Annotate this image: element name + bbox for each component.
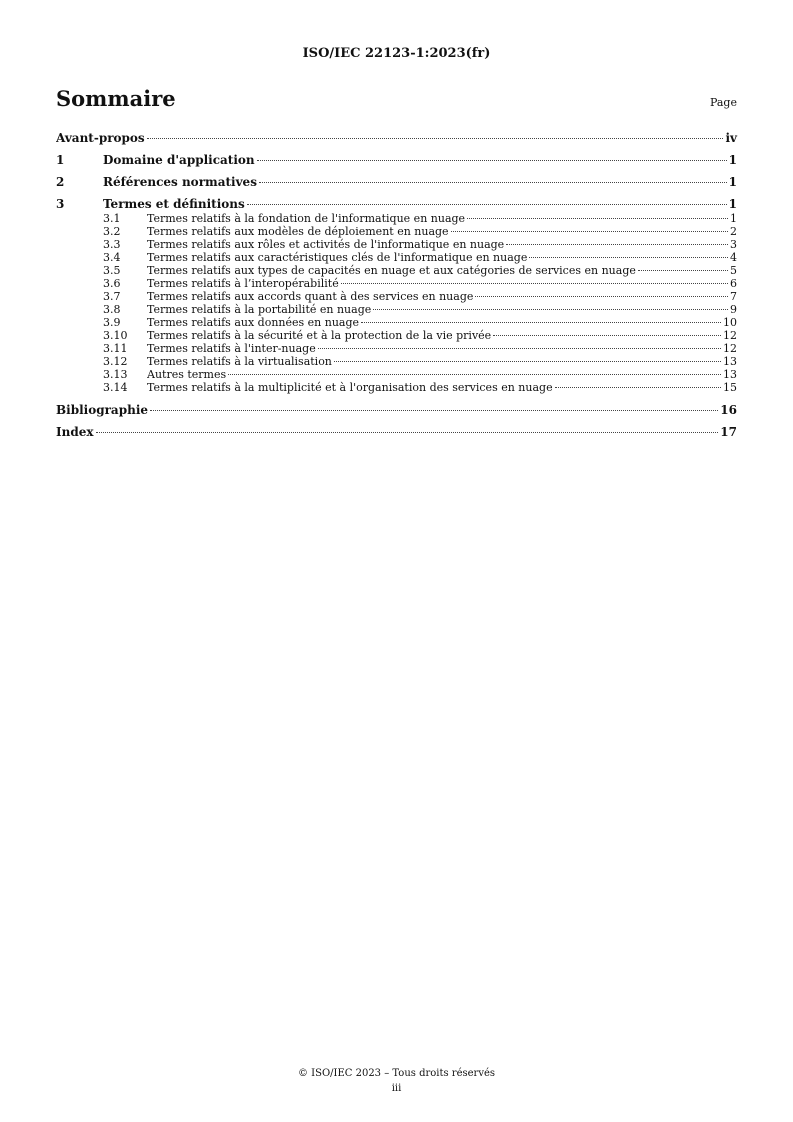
- toc-entry-bibliographie[interactable]: [56, 403, 737, 418]
- toc-number: 3.7: [103, 290, 121, 303]
- toc-page-number: iv: [725, 131, 737, 145]
- toc-number: 2: [56, 175, 65, 189]
- toc-label: Bibliographie: [56, 403, 149, 417]
- toc-number: 3.14: [103, 381, 128, 394]
- toc-label: Termes relatifs à la sécurité et à la protection de la vie privée: [147, 329, 492, 342]
- page-footer: [0, 1066, 793, 1096]
- toc-page-number: 12: [723, 342, 737, 355]
- toc-page-number: 3: [730, 238, 737, 251]
- toc-page-number: 10: [723, 316, 737, 329]
- toc-entry-1[interactable]: [56, 153, 737, 168]
- toc-page-number: 6: [730, 277, 737, 290]
- toc-entry-3[interactable]: [56, 197, 737, 212]
- toc-page-number: 17: [720, 425, 737, 439]
- toc-leader-dots: [150, 410, 718, 411]
- toc-leader-dots: [259, 182, 727, 183]
- toc-entry-3-6[interactable]: [56, 277, 737, 290]
- toc-leader-dots: [334, 361, 721, 362]
- toc-page-number: 2: [730, 225, 737, 238]
- toc-number: 3.3: [103, 238, 121, 251]
- toc-label: Avant-propos: [56, 131, 145, 145]
- toc-label: Termes relatifs aux rôles et activités de l'informatique en nuage: [147, 238, 505, 251]
- toc-label: Termes relatifs aux caractéristiques clés de l'informatique en nuage: [147, 251, 528, 264]
- toc-number: 3.11: [103, 342, 128, 355]
- toc-page-number: 16: [720, 403, 737, 417]
- toc-page-number: 4: [730, 251, 737, 264]
- toc-entry-3-11[interactable]: [56, 342, 737, 355]
- toc-entry-avant-propos[interactable]: [56, 131, 737, 146]
- toc-leader-dots: [467, 218, 728, 219]
- toc-entry-3-10[interactable]: [56, 329, 737, 342]
- toc-number: 3.6: [103, 277, 121, 290]
- page-number: iii: [391, 1083, 402, 1094]
- toc-number: 3: [56, 197, 65, 211]
- toc-entry-3-8[interactable]: [56, 303, 737, 316]
- toc-label: Termes relatifs à la multiplicité et à l'organisation des services en nuage: [147, 381, 553, 394]
- toc-entry-3-5[interactable]: [56, 264, 737, 277]
- toc-number: 3.8: [103, 303, 121, 316]
- toc-page-number: 15: [723, 381, 737, 394]
- toc-leader-dots: [475, 296, 728, 297]
- toc-number: 3.13: [103, 368, 128, 381]
- toc-page-number: 12: [723, 329, 737, 342]
- toc-entry-3-12[interactable]: [56, 355, 737, 368]
- document-id-header: ISO/IEC 22123-1:2023(fr): [302, 46, 491, 61]
- toc-page-number: 1: [728, 197, 737, 211]
- toc-label: Termes relatifs aux modèles de déploiement en nuage: [147, 225, 449, 238]
- toc-label: Autres termes: [147, 368, 227, 381]
- toc-leader-dots: [228, 374, 721, 375]
- toc-leader-dots: [318, 348, 721, 349]
- toc-leader-dots: [96, 432, 719, 433]
- toc-label: Termes et définitions: [103, 197, 245, 211]
- toc-number: 3.4: [103, 251, 121, 264]
- toc-leader-dots: [555, 387, 721, 388]
- page-column-label: Page: [709, 96, 737, 109]
- toc-entry-index[interactable]: [56, 425, 737, 440]
- toc-number: 3.2: [103, 225, 121, 238]
- toc-leader-dots: [506, 244, 728, 245]
- toc-entry-2[interactable]: [56, 175, 737, 190]
- toc-leader-dots: [373, 309, 728, 310]
- toc-label: Références normatives: [103, 175, 257, 189]
- toc-number: 3.5: [103, 264, 121, 277]
- toc-number: 3.1: [103, 212, 121, 225]
- toc-number: 3.10: [103, 329, 128, 342]
- toc-entry-3-2[interactable]: [56, 225, 737, 238]
- toc-label: Termes relatifs à l’interopérabilité: [147, 277, 339, 290]
- copyright-notice: © ISO/IEC 2023 – Tous droits réservés: [297, 1068, 496, 1079]
- toc-entry-3-3[interactable]: [56, 238, 737, 251]
- toc-label: Domaine d'application: [103, 153, 255, 167]
- toc-label: Termes relatifs à la portabilité en nuage: [147, 303, 372, 316]
- toc-number: 1: [56, 153, 65, 167]
- toc-leader-dots: [451, 231, 728, 232]
- toc-label: Termes relatifs aux types de capacités en nuage et aux catégories de services en nuage: [147, 264, 636, 277]
- toc-page-number: 1: [730, 212, 737, 225]
- toc-leader-dots: [147, 138, 724, 139]
- toc-page-number: 1: [728, 175, 737, 189]
- toc-number: 3.9: [103, 316, 121, 329]
- toc-label: Termes relatifs aux accords quant à des services en nuage: [147, 290, 474, 303]
- title-row: [56, 86, 737, 111]
- toc-label: Index: [56, 425, 94, 439]
- toc-leader-dots: [247, 204, 727, 205]
- toc-entry-3-7[interactable]: [56, 290, 737, 303]
- toc-page-number: 9: [730, 303, 737, 316]
- toc-leader-dots: [361, 322, 721, 323]
- toc-leader-dots: [493, 335, 721, 336]
- toc-label: Termes relatifs aux données en nuage: [147, 316, 360, 329]
- table-of-contents: [56, 131, 737, 440]
- toc-leader-dots: [341, 283, 728, 284]
- toc-number: 3.12: [103, 355, 128, 368]
- toc-entry-3-14[interactable]: [56, 381, 737, 394]
- toc-page-number: 13: [723, 355, 737, 368]
- toc-page-number: 1: [728, 153, 737, 167]
- toc-entry-3-9[interactable]: [56, 316, 737, 329]
- toc-label: Termes relatifs à la fondation de l'informatique en nuage: [147, 212, 466, 225]
- toc-leader-dots: [257, 160, 727, 161]
- toc-entry-3-4[interactable]: [56, 251, 737, 264]
- page-title: Sommaire: [56, 86, 176, 111]
- toc-label: Termes relatifs à la virtualisation: [147, 355, 332, 368]
- toc-leader-dots: [529, 257, 728, 258]
- toc-page-number: 5: [730, 264, 737, 277]
- toc-label: Termes relatifs à l'inter-nuage: [147, 342, 316, 355]
- toc-entry-3-13[interactable]: [56, 368, 737, 381]
- toc-leader-dots: [638, 270, 728, 271]
- toc-page-number: 7: [730, 290, 737, 303]
- toc-entry-3-1[interactable]: [56, 212, 737, 225]
- toc-page-number: 13: [723, 368, 737, 381]
